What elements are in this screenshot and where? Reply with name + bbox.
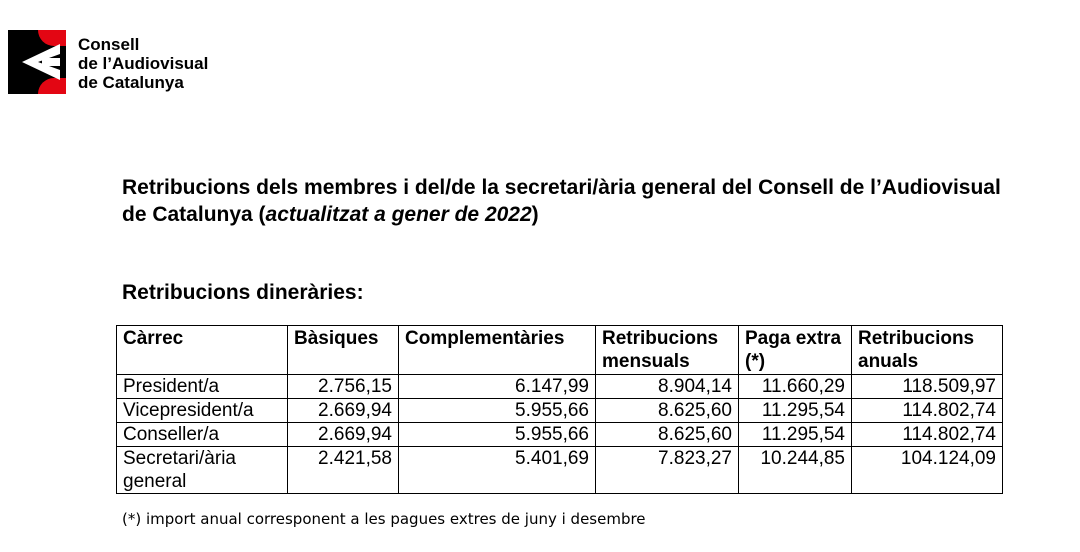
- table-row: [117, 375, 1003, 399]
- cell-extra-pay: 10.244,85: [739, 447, 852, 494]
- cell-monthly: 7.823,27: [596, 447, 739, 494]
- header-position: Càrrec: [117, 326, 288, 375]
- cell-annual: 114.802,74: [852, 399, 1003, 423]
- section-title: Retribucions dineràries:: [122, 281, 364, 304]
- cell-monthly: 8.625,60: [596, 423, 739, 447]
- table-header-row: [117, 326, 1003, 375]
- cell-annual: 104.124,09: [852, 447, 1003, 494]
- organization-name: [78, 35, 208, 92]
- document-title-close: ): [531, 203, 539, 226]
- cell-complementary: 5.955,66: [399, 399, 596, 423]
- table-row: [117, 399, 1003, 423]
- table-row: [117, 423, 1003, 447]
- cell-extra-pay: 11.660,29: [739, 375, 852, 399]
- cell-extra-pay: 11.295,54: [739, 399, 852, 423]
- document-title-date: actualitzat a gener de 2022: [265, 203, 532, 226]
- header-monthly: Retribucions mensuals: [596, 326, 739, 375]
- org-name-line-3: de Catalunya: [78, 73, 184, 92]
- cell-extra-pay: 11.295,54: [739, 423, 852, 447]
- org-name-line-2: de l’Audiovisual: [78, 54, 209, 73]
- remuneration-table: [116, 325, 1003, 494]
- cell-complementary: 5.955,66: [399, 423, 596, 447]
- cell-complementary: 5.401,69: [399, 447, 596, 494]
- org-name-line-1: Consell: [78, 35, 140, 54]
- cell-basic: 2.421,58: [288, 447, 399, 494]
- cell-basic: 2.669,94: [288, 399, 399, 423]
- header-annual: Retribucions anuals: [852, 326, 1003, 375]
- cell-monthly: 8.625,60: [596, 399, 739, 423]
- document-title-main: Retribucions dels membres i del/de la secretari/ària general del Consell de l’Audiovisual de Catalunya (: [122, 176, 1001, 226]
- cell-position: President/a: [117, 375, 288, 399]
- cell-complementary: 6.147,99: [399, 375, 596, 399]
- cell-basic: 2.669,94: [288, 423, 399, 447]
- header-extra-pay: Paga extra (*): [739, 326, 852, 375]
- table-row: [117, 447, 1003, 494]
- cell-annual: 118.509,97: [852, 375, 1003, 399]
- cell-position: Secretari/ària general: [117, 447, 288, 494]
- cell-monthly: 8.904,14: [596, 375, 739, 399]
- cell-annual: 114.802,74: [852, 423, 1003, 447]
- cell-position: Vicepresident/a: [117, 399, 288, 423]
- footnote: (*) import anual corresponent a les pagues extres de juny i desembre: [122, 510, 646, 528]
- header-basic: Bàsiques: [288, 326, 399, 375]
- document-title: [122, 174, 1002, 228]
- cell-basic: 2.756,15: [288, 375, 399, 399]
- cell-position: Conseller/a: [117, 423, 288, 447]
- cac-logo: [8, 30, 66, 94]
- header-complementary: Complementàries: [399, 326, 596, 375]
